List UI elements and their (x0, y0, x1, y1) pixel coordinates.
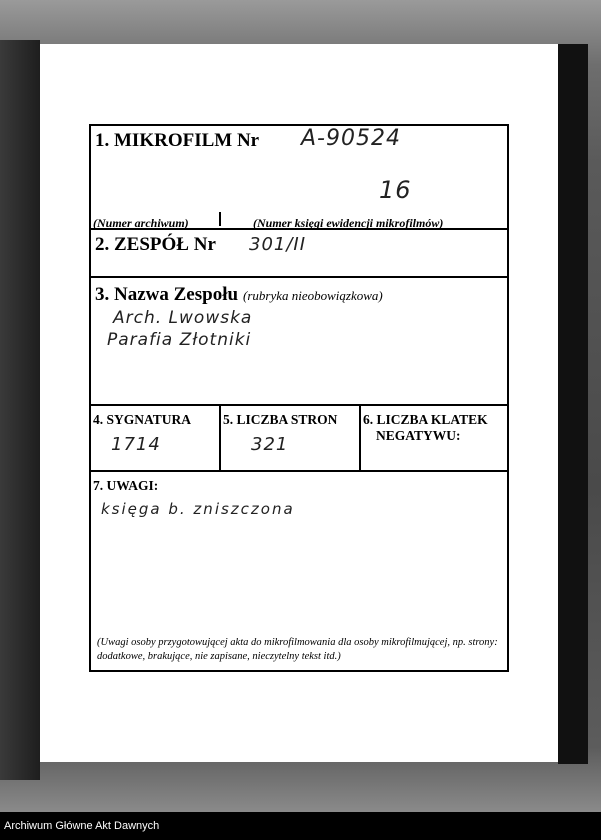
divider-3 (91, 404, 507, 406)
field1-book-number: 16 (379, 176, 412, 204)
field6-label-line2: NEGATYWU: (376, 428, 461, 443)
field5-value: 321 (251, 434, 289, 455)
field6-label-line1: 6. LICZBA KLATEK (363, 412, 488, 427)
field7-value: księga b. zniszczona (101, 500, 295, 518)
divider-2 (91, 276, 507, 278)
field3-hint: (rubryka nieobowiązkowa) (243, 288, 383, 303)
archive-number-caption: (Numer archiwum) (93, 216, 189, 230)
field4-value: 1714 (111, 434, 161, 455)
field3-line1: Arch. Lwowska (113, 308, 253, 328)
field1-label: 1. MIKROFILM Nr (95, 130, 260, 151)
note-text: (Uwagi osoby przygotowującej akta do mikrofilmowania dla osoby mikrofilmującej, np. strony: dodatkowe, brakujące, nie zapisane, nieczytelny tekst itd.) (97, 637, 498, 662)
field3-label: 3. Nazwa Zespołu (95, 284, 239, 305)
field1-value: A-90524 (301, 126, 401, 151)
scan-shadow-right (558, 44, 588, 764)
divider-col-a (219, 404, 221, 470)
divider-4 (91, 470, 507, 472)
book-register-caption: (Numer księgi ewidencji mikrofilmów) (253, 216, 444, 230)
microfilm-form (89, 124, 509, 672)
field3-line2: Parafia Złotniki (107, 330, 252, 350)
field7-label: 7. UWAGI: (93, 478, 159, 493)
footer-institution: Archiwum Główne Akt Dawnych (0, 812, 601, 840)
divider-1 (91, 228, 507, 230)
field2-label: 2. ZESPÓŁ Nr (95, 234, 216, 255)
document-card (40, 44, 558, 762)
field5-label: 5. LICZBA STRON (223, 412, 338, 427)
field4-label: 4. SYGNATURA (93, 412, 192, 427)
caption-separator (219, 212, 221, 226)
divider-col-b (359, 404, 361, 470)
scan-shadow-left (0, 40, 40, 780)
field2-value: 301/II (249, 234, 307, 255)
